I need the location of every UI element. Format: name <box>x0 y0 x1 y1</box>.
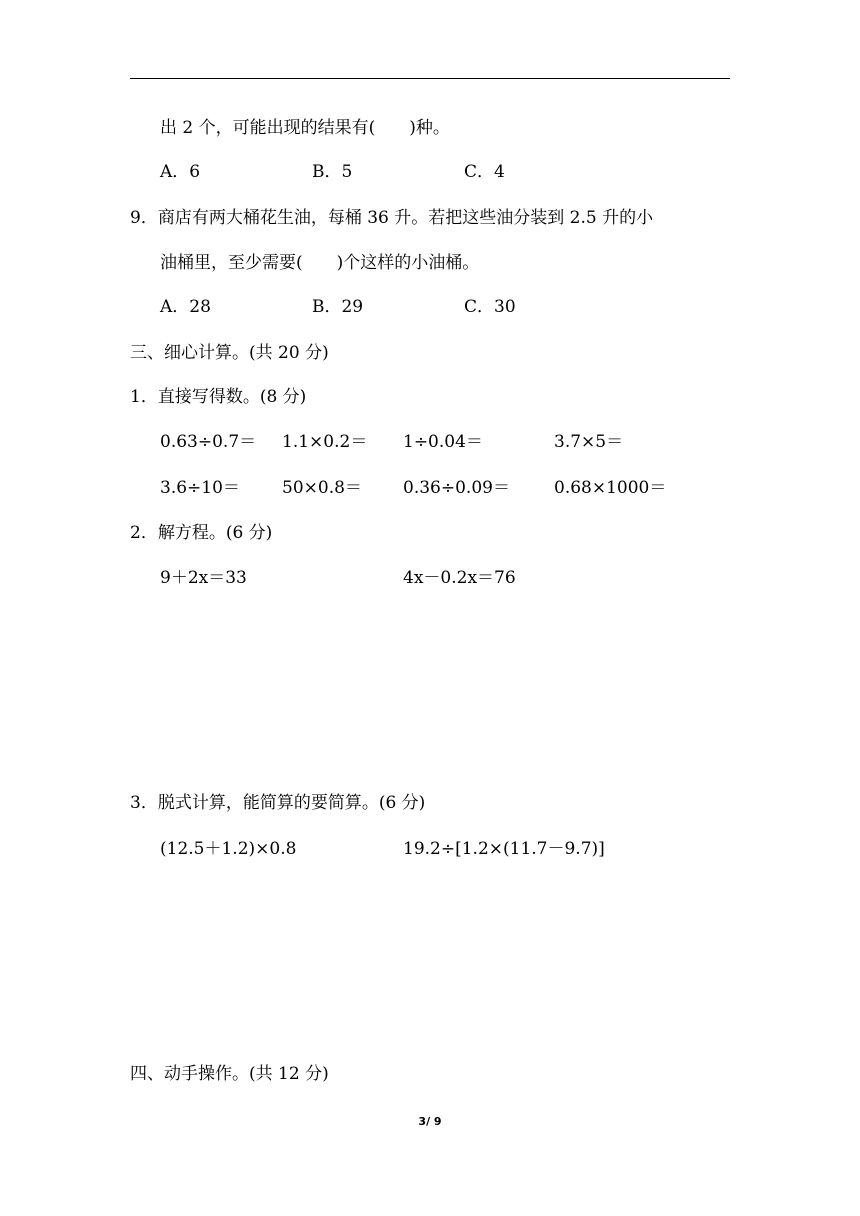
section3-part1-title: 1．直接写得数。(8 分) <box>130 387 307 407</box>
expression-2: 19.2÷[1.2×(11.7－9.7)] <box>403 839 605 859</box>
section3-part3-title: 3．脱式计算，能简算的要简算。(6 分) <box>130 793 426 813</box>
q8-option-a: A．6 <box>160 162 201 182</box>
q8-option-b: B．5 <box>312 162 353 182</box>
q9-text-line1: 9．商店有两大桶花生油，每桶 36 升。若把这些油分装到 2.5 升的小 <box>130 208 654 228</box>
q8-option-c: C．4 <box>464 162 505 182</box>
calc-item: 3.7×5＝ <box>554 432 624 452</box>
calc-item: 1.1×0.2＝ <box>282 432 368 452</box>
calc-item: 1÷0.04＝ <box>403 432 483 452</box>
q9-option-a: A．28 <box>160 297 211 317</box>
q8-text: 出 2 个，可能出现的结果有( )种。 <box>160 118 450 138</box>
expression-1: (12.5＋1.2)×0.8 <box>160 839 297 859</box>
section3-title: 三、细心计算。(共 20 分) <box>130 343 329 363</box>
calc-item: 3.6÷10＝ <box>160 478 240 498</box>
equation-2: 4x－0.2x＝76 <box>403 568 516 588</box>
equation-1: 9＋2x＝33 <box>160 568 247 588</box>
page-number: 3/ 9 <box>418 1115 442 1128</box>
q9-option-b: B．29 <box>312 297 364 317</box>
calc-item: 50×0.8＝ <box>282 478 362 498</box>
q9-text-line2: 油桶里，至少需要( )个这样的小油桶。 <box>160 253 480 273</box>
calc-item: 0.36÷0.09＝ <box>403 478 510 498</box>
calc-item: 0.68×1000＝ <box>554 478 667 498</box>
section3-part2-title: 2．解方程。(6 分) <box>130 523 273 543</box>
section4-title: 四、动手操作。(共 12 分) <box>130 1064 329 1084</box>
calc-item: 0.63÷0.7＝ <box>160 432 257 452</box>
q9-option-c: C．30 <box>464 297 516 317</box>
header-rule <box>130 78 730 79</box>
